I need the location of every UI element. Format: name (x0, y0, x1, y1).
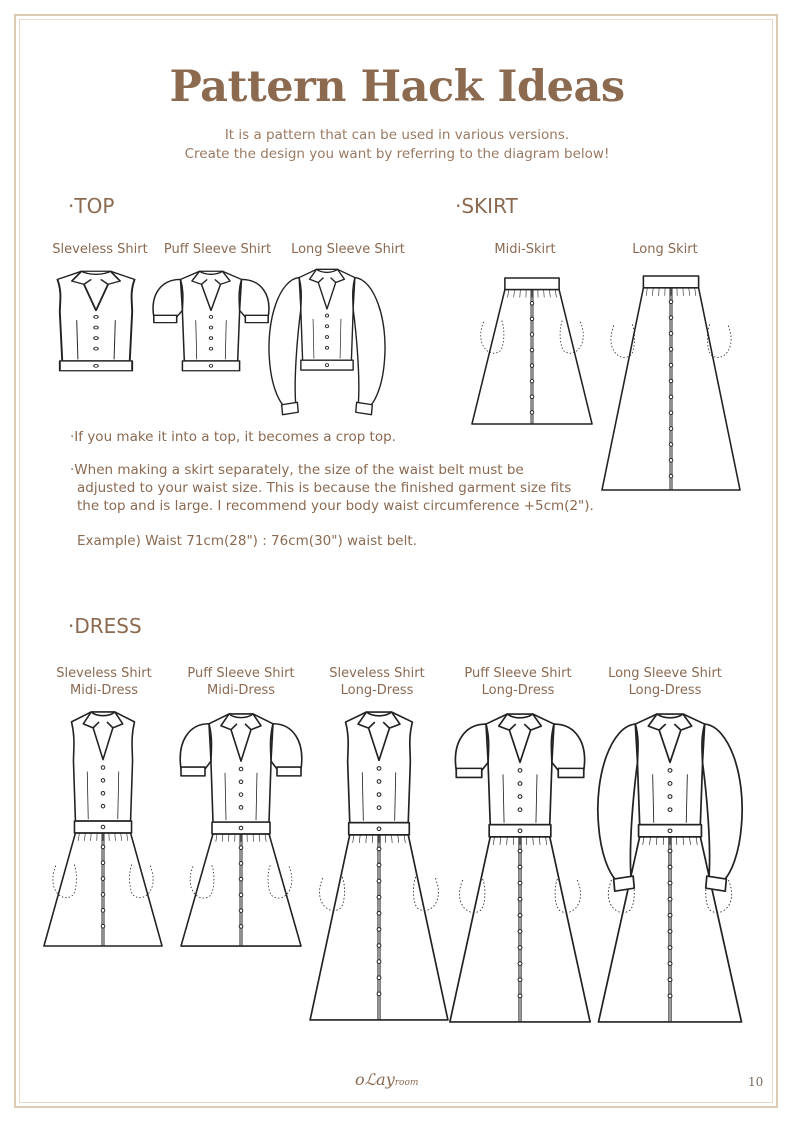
button (101, 861, 105, 865)
button (668, 962, 672, 966)
button (518, 978, 522, 982)
button (530, 317, 533, 321)
sleeveless-midi-dress-illustration (40, 708, 166, 948)
button (101, 877, 105, 881)
button (669, 316, 673, 320)
button (518, 769, 522, 773)
long-sleeve-long-dress-illustration (592, 710, 748, 1024)
long-sleeve-right (703, 724, 743, 880)
button (377, 806, 381, 810)
page-number: 10 (748, 1075, 764, 1089)
page-title: Pattern Hack Ideas (169, 62, 625, 112)
button (518, 897, 522, 901)
puff-sleeve-left (153, 279, 182, 317)
button (94, 364, 98, 367)
puff-sleeve-left (180, 724, 211, 769)
dress-label-1-line-2: Midi-Dress (70, 683, 138, 698)
section-dress-heading: ·DRESS (68, 614, 142, 638)
skirt-label-midi: Midi-Skirt (494, 242, 556, 257)
button (377, 944, 381, 948)
button (668, 994, 672, 998)
section-top-heading: ·TOP (68, 194, 115, 218)
waistband (643, 276, 698, 288)
button (101, 909, 105, 913)
button (239, 846, 243, 850)
button (668, 930, 672, 934)
dress-label-4 (453, 665, 583, 699)
button (518, 962, 522, 966)
button (518, 994, 522, 998)
note-skirt-line-3: the top and is large. I recommend your body waist circumference +5cm(2"). (77, 498, 594, 514)
button (209, 364, 212, 367)
sleeve-cuff-right (277, 767, 301, 776)
sleeve-cuff-right (356, 402, 373, 414)
sleeve-cuff-left (154, 315, 177, 322)
dress-label-3-line-2: Long-Dress (340, 683, 414, 698)
button (377, 827, 381, 831)
button (518, 946, 522, 950)
button (377, 928, 381, 932)
button (669, 395, 673, 399)
button (239, 780, 243, 784)
top-label-sleeveless: Sleveless Shirt (52, 242, 148, 257)
subtitle-line-1: It is a pattern that can be used in various versions. (224, 127, 570, 143)
button (668, 769, 672, 773)
button (377, 780, 381, 784)
button (669, 443, 673, 447)
button (669, 411, 673, 415)
button (239, 806, 243, 810)
button (530, 364, 533, 368)
dress-label-4-line-1: Puff Sleeve Shirt (464, 666, 572, 681)
note-crop-top: ·If you make it into a top, it becomes a crop top. (70, 429, 396, 445)
button (239, 767, 243, 771)
long-sleeve-crop-top-illustration (266, 266, 388, 418)
button (518, 930, 522, 934)
top-label-long: Long Sleeve Shirt (291, 242, 405, 257)
button (377, 879, 381, 883)
dress-label-2-line-2: Midi-Dress (207, 683, 275, 698)
button (668, 865, 672, 869)
long-sleeve-left (269, 278, 301, 406)
skirt-label-long: Long Skirt (632, 242, 698, 257)
button (518, 829, 522, 833)
puff-sleeve-left (455, 724, 488, 770)
puff-sleeve-right (552, 724, 585, 770)
button (530, 379, 533, 383)
brand-logo: oℒayroom (355, 1070, 419, 1089)
button (518, 849, 522, 853)
button (669, 459, 673, 463)
button (518, 795, 522, 799)
puff-sleeve-crop-top-illustration (150, 268, 272, 374)
sleeve-cuff-right (706, 876, 727, 891)
button (668, 946, 672, 950)
button (668, 795, 672, 799)
sleeveless-crop-top-illustration (55, 268, 137, 374)
button (101, 893, 105, 897)
button (377, 976, 381, 980)
button (325, 346, 328, 349)
note-example: Example) Waist 71cm(28") : 76cm(30") waist belt. (77, 533, 417, 549)
note-skirt-line-2: adjusted to your waist size. This is because the finished garment size fits (77, 480, 572, 496)
button (239, 877, 243, 881)
button (377, 793, 381, 797)
skirt (181, 834, 301, 946)
button (325, 364, 328, 367)
sleeve-cuff-right (245, 315, 268, 322)
button (101, 779, 105, 783)
button (209, 347, 212, 350)
section-skirt-heading: ·SKIRT (455, 194, 518, 218)
puff-sleeve-right (271, 724, 302, 769)
button (377, 992, 381, 996)
button (239, 862, 243, 866)
button (530, 395, 533, 399)
long-sleeve-right (353, 278, 385, 406)
button (668, 897, 672, 901)
midi-skirt-illustration (470, 277, 594, 425)
dress-label-5-line-1: Long Sleeve Shirt (608, 666, 722, 681)
sleeve-cuff-right (558, 768, 584, 777)
button (94, 315, 98, 318)
button (668, 881, 672, 885)
skirt (472, 290, 592, 424)
button (530, 348, 533, 352)
top-label-puff: Puff Sleeve Shirt (163, 242, 272, 257)
button (377, 895, 381, 899)
puff-sleeve-right (240, 279, 269, 317)
dress-label-3-line-1: Sleveless Shirt (329, 666, 425, 681)
dress-label-1 (43, 665, 165, 699)
note-skirt-line-1: ·When making a skirt separately, the size of the waist belt must be (70, 462, 524, 478)
sleeve-cuff-left (456, 768, 482, 777)
button (669, 427, 673, 431)
button (325, 314, 328, 317)
dress-label-3 (314, 665, 440, 699)
button (518, 881, 522, 885)
button (101, 792, 105, 796)
button (325, 336, 328, 339)
dress-label-5-line-2: Long-Dress (628, 683, 702, 698)
button (239, 925, 243, 929)
sleeve-cuff-left (614, 876, 635, 891)
dress-label-2 (178, 665, 304, 699)
button (669, 332, 673, 336)
dress-label-2-line-1: Puff Sleeve Shirt (187, 666, 295, 681)
dress-label-1-line-1: Sleveless Shirt (56, 666, 152, 681)
button (377, 767, 381, 771)
waistband (505, 278, 559, 290)
button (239, 826, 243, 830)
button (669, 379, 673, 383)
button (94, 326, 98, 329)
button (377, 911, 381, 915)
button (209, 315, 212, 318)
button (209, 337, 212, 340)
button (530, 411, 533, 415)
button (325, 325, 328, 328)
button (94, 347, 98, 350)
button (518, 808, 522, 812)
subtitle-line-2: Create the design you want by referring to the diagram below! (184, 146, 610, 162)
button (668, 849, 672, 853)
puff-sleeve-midi-dress-illustration (177, 710, 305, 948)
button (669, 300, 673, 304)
button (668, 913, 672, 917)
long-sleeve-left (598, 724, 638, 880)
button (668, 978, 672, 982)
button (669, 474, 673, 478)
sleeve-cuff-left (181, 767, 205, 776)
long-skirt-illustration (600, 275, 742, 491)
button (239, 893, 243, 897)
button (101, 924, 105, 928)
button (518, 865, 522, 869)
button (669, 363, 673, 367)
button (669, 348, 673, 352)
button (377, 863, 381, 867)
button (530, 302, 533, 306)
button (101, 804, 105, 808)
button (94, 337, 98, 340)
sleeve-cuff-left (282, 402, 299, 414)
button (530, 333, 533, 337)
button (101, 845, 105, 849)
button (518, 913, 522, 917)
dress-label-4-line-2: Long-Dress (481, 683, 555, 698)
button (668, 808, 672, 812)
button (209, 326, 212, 329)
button (518, 782, 522, 786)
button (239, 909, 243, 913)
sleeveless-long-dress-illustration (308, 708, 450, 1022)
button (377, 847, 381, 851)
button (239, 793, 243, 797)
dress-label-5 (598, 665, 732, 699)
button (101, 766, 105, 770)
button (668, 829, 672, 833)
skirt (44, 833, 162, 946)
button (101, 825, 105, 829)
button (377, 960, 381, 964)
puff-sleeve-long-dress-illustration (452, 710, 588, 1024)
button (668, 782, 672, 786)
